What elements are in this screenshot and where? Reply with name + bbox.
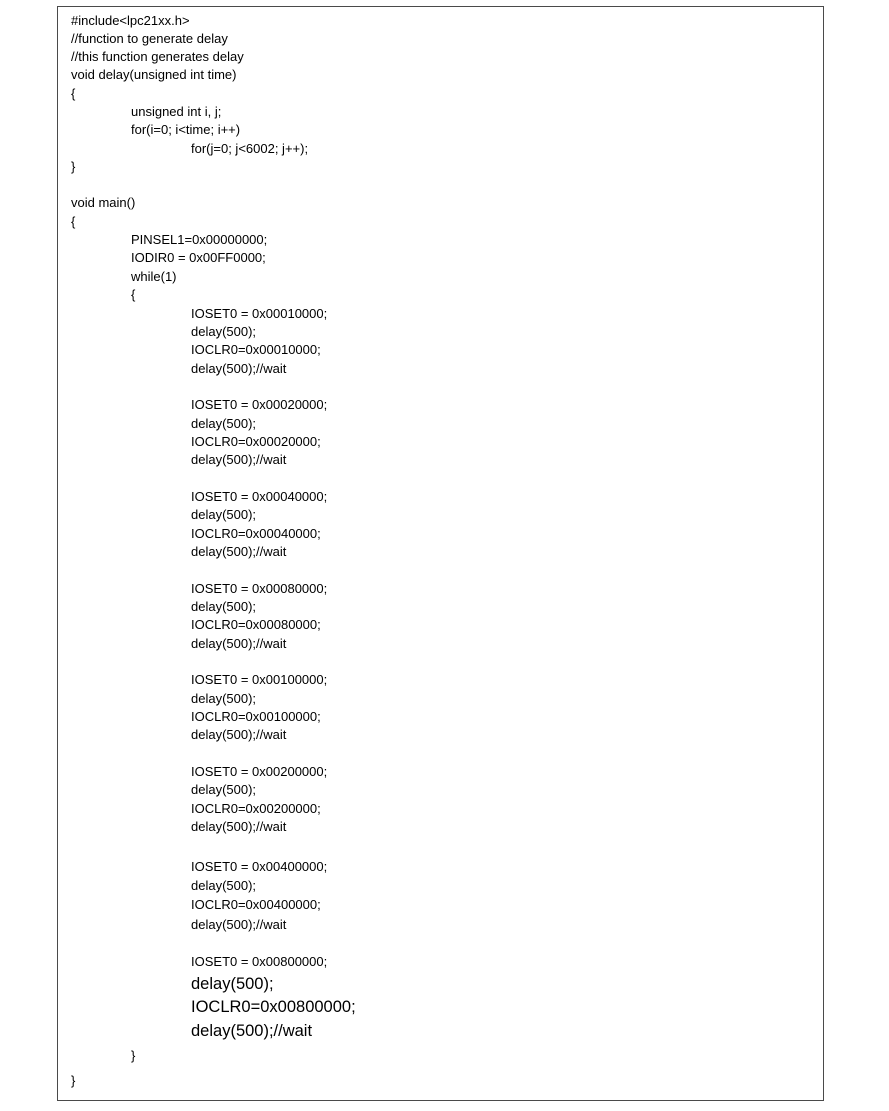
code-line: IOCLR0=0x00100000; — [191, 709, 321, 724]
code-line: IOSET0 = 0x00400000; — [191, 859, 328, 874]
code-frame — [57, 6, 824, 1101]
code-line: IOCLR0=0x00080000; — [191, 617, 321, 632]
code-line: IOSET0 = 0x00020000; — [191, 397, 328, 412]
code-line: void main() — [71, 195, 136, 210]
code-line: void delay(unsigned int time) — [71, 67, 237, 82]
code-line: IOSET0 = 0x00080000; — [191, 581, 328, 596]
code-line: delay(500);//wait — [191, 361, 287, 376]
code-line: IOSET0 = 0x00040000; — [191, 489, 328, 504]
code-line: //this function generates delay — [71, 49, 244, 64]
code-line: delay(500);//wait — [191, 727, 287, 742]
code-line: for(j=0; j<6002; j++); — [191, 141, 309, 156]
code-line: IOSET0 = 0x00010000; — [191, 306, 328, 321]
code-line: delay(500);//wait — [191, 544, 287, 559]
code-line: delay(500); — [191, 599, 257, 614]
code-line: delay(500); — [191, 324, 257, 339]
code-line: delay(500); — [191, 878, 257, 893]
code-line: while(1) — [131, 269, 177, 284]
code-line: delay(500);//wait — [191, 636, 287, 651]
code-line: IOSET0 = 0x00800000; — [191, 954, 328, 969]
code-line: delay(500); — [191, 691, 257, 706]
code-line: IOCLR0=0x00200000; — [191, 801, 321, 816]
code-line: for(i=0; i<time; i++) — [131, 122, 241, 137]
code-line: delay(500); — [191, 975, 274, 993]
code-line: delay(500); — [191, 507, 257, 522]
code-line: //function to generate delay — [71, 31, 228, 46]
code-line: } — [71, 1073, 76, 1088]
code-line: PINSEL1=0x00000000; — [131, 232, 268, 247]
code-line: IODIR0 = 0x00FF0000; — [131, 250, 266, 265]
code-line: } — [71, 159, 76, 174]
code-line: delay(500);//wait — [191, 1022, 313, 1040]
code-line: delay(500);//wait — [191, 452, 287, 467]
code-line: #include<lpc21xx.h> — [71, 13, 190, 28]
code-line: delay(500);//wait — [191, 819, 287, 834]
code-line: delay(500);//wait — [191, 917, 287, 932]
code-line: IOCLR0=0x00040000; — [191, 526, 321, 541]
code-line: IOCLR0=0x00400000; — [191, 897, 321, 912]
code-line: { — [71, 86, 76, 101]
code-line: { — [71, 214, 76, 229]
code-listing — [58, 7, 823, 1100]
code-line: delay(500); — [191, 782, 257, 797]
code-line: IOCLR0=0x00020000; — [191, 434, 321, 449]
code-line: IOCLR0=0x00800000; — [191, 998, 356, 1016]
code-line: delay(500); — [191, 416, 257, 431]
code-line: { — [131, 287, 136, 302]
code-line: } — [131, 1048, 136, 1063]
code-line: IOCLR0=0x00010000; — [191, 342, 321, 357]
code-line: unsigned int i, j; — [131, 104, 222, 119]
code-line: IOSET0 = 0x00200000; — [191, 764, 328, 779]
code-line: IOSET0 = 0x00100000; — [191, 672, 328, 687]
